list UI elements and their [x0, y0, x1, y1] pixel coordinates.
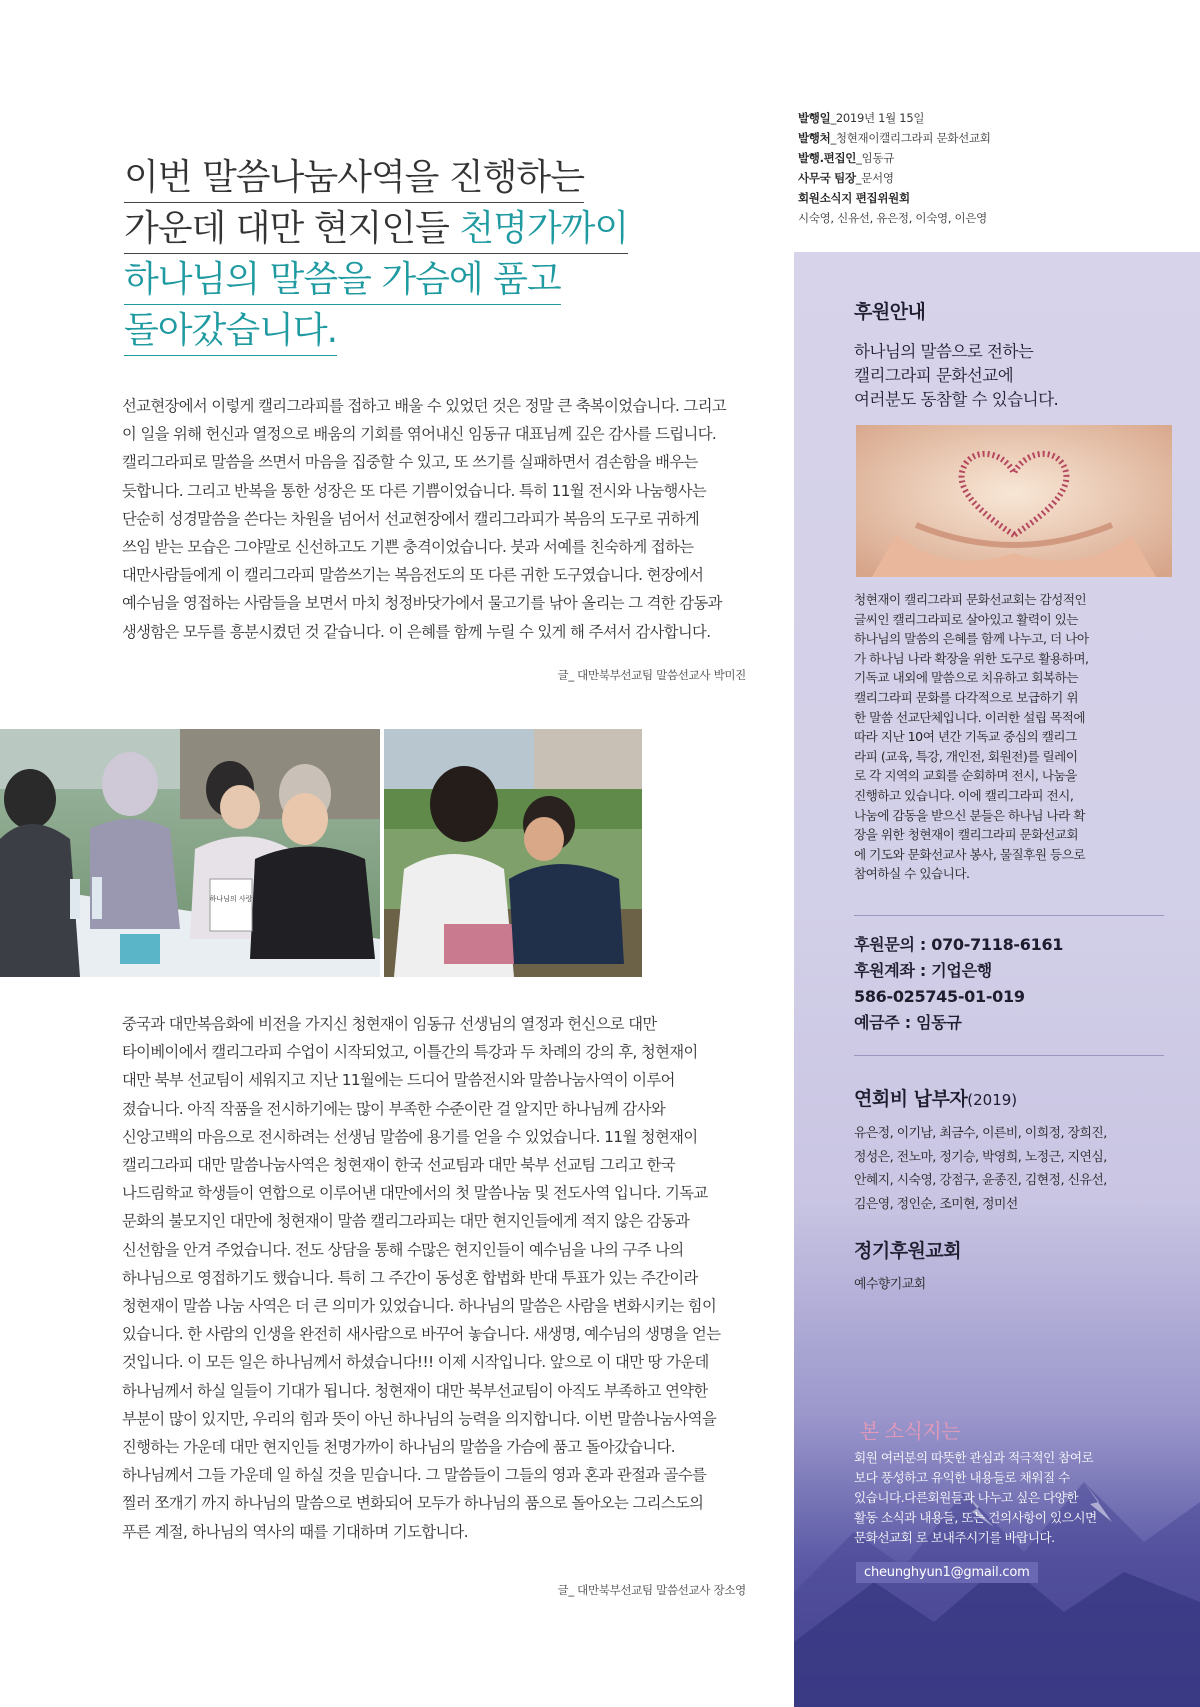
article-1-credit: 글_ 대만북부선교팀 말씀선교사 박미진: [557, 668, 746, 682]
article-2-line: 타이베이에서 캘리그라피 수업이 시작되었고, 이틀간의 특강과 두 차례의 강의 후, 청현재이: [122, 1043, 698, 1062]
article-2-line: 캘리그라피 대만 말씀나눔사역은 청현재이 한국 선교팀과 대만 북부 선교팀 그리고 한국: [122, 1156, 675, 1175]
article-1-line: 예수님을 영접하는 사람들을 보면서 마치 청정바닷가에서 물고기를 낚아 올리는 그 격한 감동과: [122, 594, 722, 613]
article-2-line: 것입니다. 이 모든 일은 하나님께서 하셨습니다!!! 이제 시작입니다. 앞으로 이 대만 땅 가운데: [122, 1353, 709, 1372]
intro-line: 가 하나님 나라 확장을 위한 도구로 활용하며,: [854, 650, 1089, 666]
article-1-line: 생생함은 모두를 흥분시켰던 것 같습니다. 이 은혜를 함께 누릴 수 있게 해 주셔서 감사합니다.: [122, 622, 711, 641]
dues-title-text: 연회비 납부자: [854, 1088, 968, 1110]
article-2: [122, 1010, 750, 1546]
church-name: 예수향기교회: [854, 1277, 926, 1292]
intro-line: 진행하고 있습니다. 이에 캘리그라피 전시,: [854, 787, 1074, 803]
article-1-line: 쓰임 받는 모습은 그야말로 신선하고도 기쁜 충격이었습니다. 붓과 서예를 친숙하게 접하는: [122, 538, 694, 557]
article-1-line: 이 일을 위해 헌신과 열정으로 배움의 기회를 엮어내신 임동규 대표님께 깊은 감사를 드립니다.: [122, 425, 717, 444]
intro-line: 로 각 지역의 교회를 순회하며 전시, 나눔을: [854, 768, 1077, 784]
article-2-line: 하나님께서 하실 일들이 기대가 됩니다. 청현재이 대만 북부선교팀이 아직도 부족하고 연약한: [122, 1381, 708, 1400]
colophon-row: 시숙영, 신유선, 유은정, 이숙영, 이은영: [798, 211, 987, 225]
article-2-line: 있습니다. 한 사람의 인생을 완전히 새사람으로 바꾸어 놓습니다. 새생명, 예수님의 생명을 얻는: [122, 1325, 721, 1344]
intro-line: 참여하실 수 있습니다.: [854, 866, 970, 882]
photo-exhibition-table: [0, 729, 380, 977]
news-line: 문화선교회 로 보내주시기를 바랍니다.: [854, 1530, 1055, 1545]
heart-hands-image: [856, 425, 1172, 577]
intro-line: 글씨인 캘리그라피로 살아있고 활력이 있는: [854, 611, 1078, 627]
dues-line: 유은정, 이기남, 최금수, 이른비, 이희정, 장희진,: [854, 1126, 1107, 1141]
headline-line-2-a: 가운데 대만 현지인들: [124, 208, 460, 249]
sidebar-divider: [854, 915, 1164, 916]
news-paragraph: [854, 1448, 1184, 1548]
contact-block: [854, 932, 1063, 1036]
dues-title: [854, 1084, 1017, 1111]
headline-line-4: 돌아갔습니다.: [124, 309, 337, 356]
dues-line: 정성은, 전노마, 정기승, 박영희, 노정근, 지연심,: [854, 1149, 1107, 1165]
dues-names: [854, 1122, 1184, 1216]
intro-line: 하나님의 말씀의 은혜를 함께 나누고, 더 나아: [854, 631, 1089, 647]
article-2-line: 나드림학교 학생들이 연합으로 이루어낸 대만에서의 첫 말씀나눔 및 전도사역 입니다. 기독교: [122, 1184, 708, 1203]
colophon-row: 발행.편집인_임동규: [798, 151, 895, 165]
article-2-line: 대만 북부 선교팀이 세워지고 지난 11월에는 드디어 말씀전시와 말씀나눔사역이 이루어: [122, 1071, 675, 1090]
support-line: 캘리그라피 문화선교에: [854, 366, 1014, 385]
article-1-line: 캘리그라피로 말씀을 쓰면서 마음을 집중할 수 있고, 또 쓰기를 실패하면서 겸손함을 배우는: [122, 453, 698, 472]
dues-line: 안혜지, 시숙영, 강점구, 윤종진, 김현정, 신유선,: [854, 1173, 1107, 1188]
contact-holder: 예금주 : 임동규: [854, 1013, 962, 1032]
support-line: 하나님의 말씀으로 전하는: [854, 342, 1034, 361]
article-1-line: 대만사람들에게 이 캘리그라피 말씀쓰기는 복음전도의 또 다른 귀한 도구였습니다. 현장에서: [122, 566, 704, 585]
news-line: 보다 풍성하고 유익한 내용들로 채워질 수: [854, 1470, 1070, 1485]
church-title: 정기후원교회: [854, 1240, 962, 1262]
news-line: 활동 소식과 내용들, 또는 건의사항이 있으시면: [854, 1510, 1097, 1525]
colophon: [798, 108, 1098, 228]
headline-line-1: 이번 말씀나눔사역을 진행하는: [124, 156, 584, 203]
article-2-line: 진행하는 가운데 대만 현지인들 천명가까이 하나님의 말씀을 가슴에 품고 돌아갔습니다.: [122, 1438, 675, 1457]
article-1: [122, 392, 750, 646]
sidebar: [794, 252, 1200, 1707]
article-2-line: 찔러 쪼개기 까지 하나님의 말씀으로 변화되어 모두가 하나님의 품으로 돌아오는 그리스도의: [122, 1494, 704, 1513]
photo-counseling-image: [384, 729, 642, 977]
article-2-line: 문화의 불모지인 대만에 청현재이 말씀 캘리그라피는 대만 현지인들에게 적지 않은 감동과: [122, 1212, 690, 1231]
intro-line: 따라 지난 10여 년간 기독교 중심의 캘리그: [854, 729, 1077, 745]
headline: [124, 156, 684, 360]
article-2-line: 신선함을 안겨 주었습니다. 전도 상담을 통해 수많은 현지인들이 예수님을 나의 구주 나의: [122, 1240, 684, 1259]
article-2-line: 중국과 대만복음화에 비전을 가지신 청현재이 임동규 선생님의 열정과 헌신으로 대만: [122, 1015, 657, 1033]
article-2-line: 푸른 계절, 하나님의 역사의 때를 기대하며 기도합니다.: [122, 1522, 468, 1541]
contact-account: 586-025745-01-019: [854, 987, 1025, 1006]
news-line: 있습니다.다른회원들과 나누고 싶은 다양한: [854, 1490, 1078, 1505]
photo-counseling: [384, 729, 642, 977]
photo-exhibition-table-image: [0, 729, 380, 977]
headline-line-2: [124, 207, 628, 254]
intro-line: 장을 위한 청현재이 캘리그라피 문화선교회: [854, 827, 1078, 843]
intro-line: 에 기도와 문화선교사 봉사, 물질후원 등으로: [854, 846, 1085, 862]
news-line: 회원 여러분의 따뜻한 관심과 적극적인 참여로: [854, 1450, 1094, 1465]
article-2-line: 하나님으로 영접하기도 했습니다. 특히 그 주간이 동성혼 합법화 반대 투표가 있는 주간이라: [122, 1268, 698, 1287]
sidebar-divider: [854, 1055, 1164, 1056]
article-1-line: 듯합니다. 그리고 반복을 통한 성장은 또 다른 기쁨이었습니다. 특히 11월 전시와 나눔행사는: [122, 481, 707, 500]
article-2-line: 졌습니다. 아직 작품을 전시하기에는 많이 부족한 수준이란 걸 알지만 하나님께 감사와: [122, 1099, 666, 1118]
colophon-row: 발행일_2019년 1월 15일: [798, 111, 925, 125]
intro-line: 한 말씀 선교단체입니다. 이러한 설립 목적에: [854, 709, 1085, 725]
colophon-row: 발행처_청현재이캘리그라피 문화선교회: [798, 131, 991, 145]
colophon-row: 회원소식지 편집위원회: [798, 191, 910, 205]
article-2-line: 하나님께서 그들 가운데 일 하실 것을 믿습니다. 그 말씀들이 그들의 영과 혼과 관절과 골수를: [122, 1466, 707, 1485]
headline-line-2-b: 천명가까이: [459, 208, 629, 249]
photo-card-text: 하나님의 사랑: [209, 895, 253, 903]
email-link[interactable]: cheunghyun1@gmail.com: [856, 1562, 1038, 1583]
article-1-line: 단순히 성경말씀을 쓴다는 차원을 넘어서 선교현장에서 캘리그라피가 복음의 도구로 귀하게: [122, 509, 700, 528]
intro-line: 청현재이 캘리그라피 문화선교회는 감성적인: [854, 592, 1087, 607]
article-2-line: 부분이 많이 있지만, 우리의 힘과 뜻이 아닌 하나님의 능력을 의지합니다. 이번 말씀나눔사역을: [122, 1409, 717, 1428]
dues-year: (2019): [967, 1091, 1018, 1109]
intro-line: 캘리그라피 문화를 다각적으로 보급하기 위: [854, 689, 1078, 705]
intro-line: 나눔에 감동을 받으신 분들은 하나님 나라 확: [854, 807, 1085, 823]
article-2-credit: 글_ 대만북부선교팀 말씀선교사 장소영: [557, 1583, 746, 1597]
article-1-line: 선교현장에서 이렇게 캘리그라피를 접하고 배울 수 있었던 것은 정말 큰 축복이었습니다. 그리고: [122, 397, 727, 415]
contact-phone: 후원문의 : 070-7118-6161: [854, 935, 1064, 954]
headline-line-3: 하나님의 말씀을 가슴에 품고: [124, 258, 561, 305]
intro-line: 기독교 내외에 말씀으로 치유하고 회복하는: [854, 670, 1078, 686]
support-line: 여러분도 동참할 수 있습니다.: [854, 390, 1059, 409]
support-title: 후원안내: [854, 301, 926, 323]
support-lines: [854, 340, 1058, 412]
intro-paragraph: [854, 590, 1174, 884]
news-title: 본 소식지는: [860, 1419, 960, 1443]
heart-icon: [856, 425, 1172, 577]
dues-line: 김은영, 정인순, 조미현, 정미선: [854, 1196, 1018, 1212]
colophon-row: 사무국 팀장_문서영: [798, 171, 894, 185]
article-2-line: 청현재이 말씀 나눔 사역은 더 큰 의미가 있었습니다. 하나님의 말씀은 사람을 변화시키는 힘이: [122, 1297, 717, 1316]
article-2-line: 신앙고백의 마음으로 전시하려는 선생님 말씀에 용기를 얻을 수 있었습니다. 11월 청현재이: [122, 1127, 698, 1146]
intro-line: 라피 (교육, 특강, 개인전, 회원전)를 릴레이: [854, 748, 1078, 764]
contact-bank: 후원계좌 : 기업은행: [854, 961, 992, 980]
